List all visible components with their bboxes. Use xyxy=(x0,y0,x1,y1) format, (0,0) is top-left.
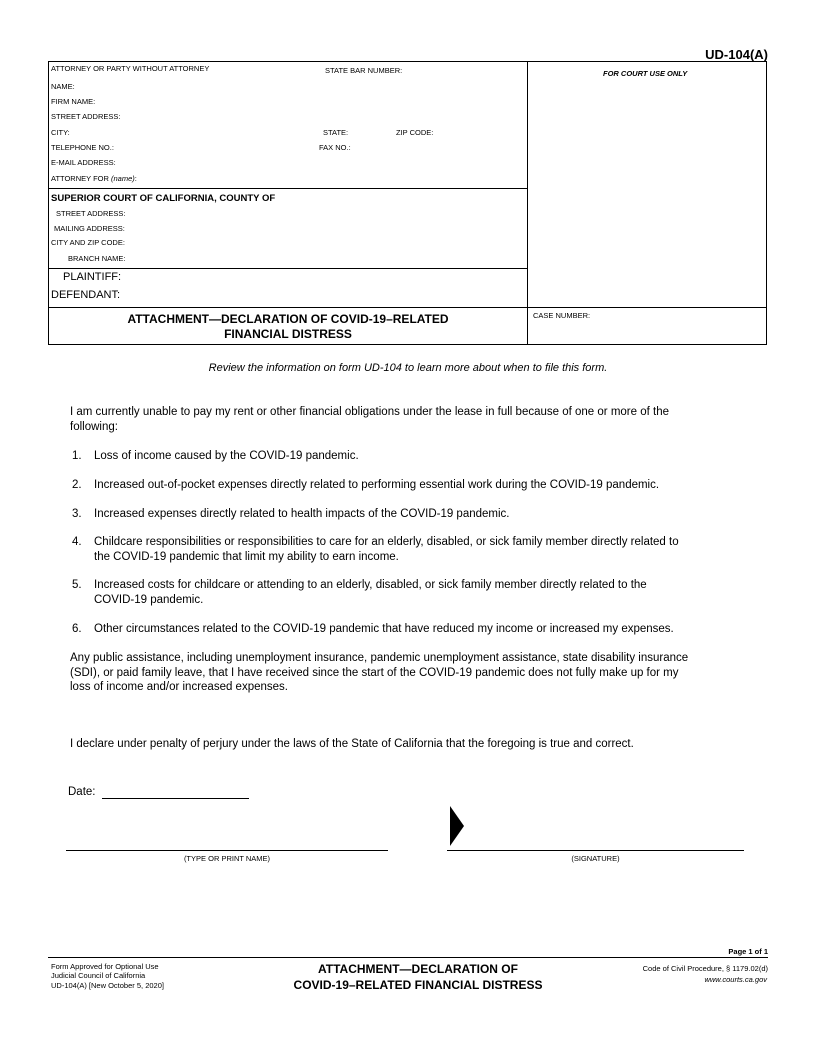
form-title-line-1: ATTACHMENT—DECLARATION OF COVID-19–RELATED xyxy=(127,312,449,326)
form-id: UD-104(A) xyxy=(705,47,768,62)
footer-title-line-2: COVID-19–RELATED FINANCIAL DISTRESS xyxy=(293,978,543,992)
item-text: Loss of income caused by the COVID-19 pandemic. xyxy=(94,450,359,462)
fax-label: FAX NO.: xyxy=(319,143,351,152)
court-street-label: STREET ADDRESS: xyxy=(56,209,126,218)
item-text: Increased expenses directly related to health impacts of the COVID-19 pandemic. xyxy=(94,508,510,520)
intro-line-2: following: xyxy=(70,421,118,433)
assistance-line-2: (SDI), or paid family leave, that I have received since the start of the COVID-19 pandemic does not fully make up for my xyxy=(70,667,679,679)
court-use-label: FOR COURT USE ONLY xyxy=(603,69,688,78)
telephone-label: TELEPHONE NO.: xyxy=(51,143,114,152)
date-label: Date: xyxy=(68,786,96,798)
list-item xyxy=(72,622,674,637)
item-number: 4. xyxy=(72,536,82,548)
zip-label: ZIP CODE: xyxy=(396,128,434,137)
caption-divider xyxy=(527,61,528,345)
item-number: 3. xyxy=(72,508,82,520)
list-item xyxy=(72,535,679,550)
list-item xyxy=(72,478,659,493)
list-item xyxy=(72,449,359,464)
attorney-for-colon: : xyxy=(134,174,137,183)
date-input[interactable] xyxy=(102,798,249,799)
approval-line-3: UD-104(A) [New October 5, 2020] xyxy=(51,981,164,990)
intro-line-1: I am currently unable to pay my rent or other financial obligations under the lease in full because of one or more of the xyxy=(70,406,669,418)
street-label: STREET ADDRESS: xyxy=(51,112,121,121)
item-number: 6. xyxy=(72,623,82,635)
attorney-for-name-hint: (name) xyxy=(111,174,135,183)
item-number: 2. xyxy=(72,479,82,491)
assistance-line-3: loss of income and/or increased expenses. xyxy=(70,681,288,693)
plaintiff-label: PLAINTIFF: xyxy=(63,271,122,283)
form-title-line-2: FINANCIAL DISTRESS xyxy=(224,327,352,341)
assistance-line-1: Any public assistance, including unemployment insurance, pandemic unemployment assistance, state disability insurance xyxy=(70,652,689,664)
court-city-label: CITY AND ZIP CODE: xyxy=(51,238,125,247)
case-number-label: CASE NUMBER: xyxy=(533,311,591,320)
email-label: E-MAIL ADDRESS: xyxy=(51,158,116,167)
courts-website-link[interactable]: www.courts.ca.gov xyxy=(704,975,767,984)
name-label: NAME: xyxy=(51,82,75,91)
divider-court xyxy=(48,268,528,269)
item-text: Childcare responsibilities or responsibilities to care for an elderly, disabled, or sick family member directly related to xyxy=(94,536,679,548)
review-note: Review the information on form UD-104 to learn more about when to file this form. xyxy=(208,362,608,374)
signature-arrow-icon xyxy=(448,806,466,846)
item-number: 5. xyxy=(72,579,82,591)
approval-line-1: Form Approved for Optional Use xyxy=(51,962,159,971)
divider-attorney xyxy=(48,188,528,189)
item-text-continued: COVID-19 pandemic. xyxy=(94,594,204,606)
approval-line-2: Judicial Council of California xyxy=(51,971,146,980)
signature-input[interactable] xyxy=(447,850,744,851)
divider-parties xyxy=(48,307,767,308)
court-mailing-label: MAILING ADDRESS: xyxy=(54,224,125,233)
attorney-for-text: ATTORNEY FOR xyxy=(51,174,112,183)
court-branch-label: BRANCH NAME: xyxy=(68,254,126,263)
item-number: 1. xyxy=(72,450,82,462)
attorney-label: ATTORNEY OR PARTY WITHOUT ATTORNEY xyxy=(51,64,210,73)
footer-rule xyxy=(48,957,768,958)
attorney-for-label xyxy=(51,174,137,183)
print-name-label: (TYPE OR PRINT NAME) xyxy=(183,854,271,863)
firm-label: FIRM NAME: xyxy=(51,97,96,106)
state-bar-label: STATE BAR NUMBER: xyxy=(325,66,403,75)
item-text: Increased costs for childcare or attending to an elderly, disabled, or sick family member directly related to the xyxy=(94,579,647,591)
list-item xyxy=(72,507,510,522)
list-item xyxy=(72,578,647,593)
declaration-text: I declare under penalty of perjury under the laws of the State of California that the foregoing is true and correct. xyxy=(70,738,634,750)
signature-label: (SIGNATURE) xyxy=(571,854,620,863)
code-reference: Code of Civil Procedure, § 1179.02(d) xyxy=(642,964,768,973)
item-text: Increased out-of-pocket expenses directly related to performing essential work during the COVID-19 pandemic. xyxy=(94,479,660,491)
city-label: CITY: xyxy=(51,128,70,137)
item-text: Other circumstances related to the COVID-19 pandemic that have reduced my income or increased my expenses. xyxy=(94,623,674,635)
page-number: Page 1 of 1 xyxy=(728,947,768,956)
state-label: STATE: xyxy=(323,128,349,137)
court-title: SUPERIOR COURT OF CALIFORNIA, COUNTY OF xyxy=(51,193,276,204)
footer-title-line-1: ATTACHMENT—DECLARATION OF xyxy=(318,962,518,976)
item-text-continued: the COVID-19 pandemic that limit my ability to earn income. xyxy=(94,551,399,563)
defendant-label: DEFENDANT: xyxy=(51,289,121,301)
print-name-input[interactable] xyxy=(66,850,388,851)
